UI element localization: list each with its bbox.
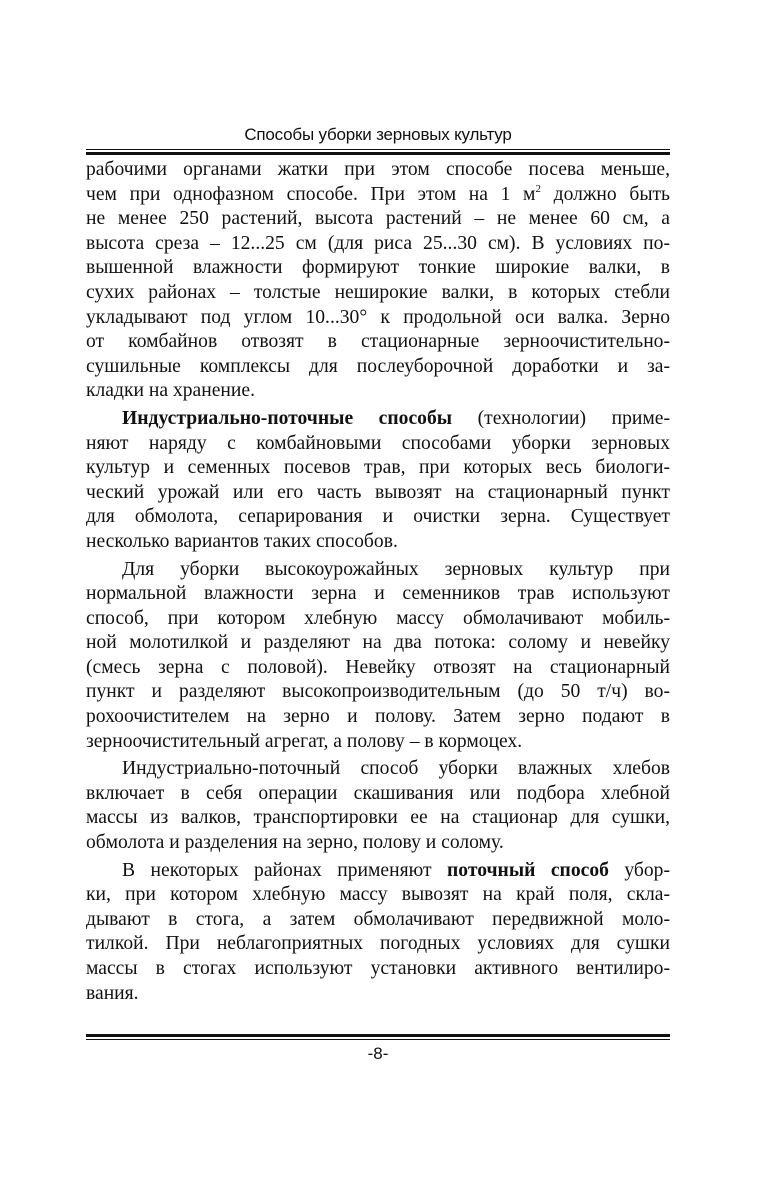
text-line: [86, 859, 670, 884]
body-text: [86, 158, 670, 1006]
text-line: культур и семенных посевов трав, при которых весь биологи-: [86, 457, 670, 479]
text-line: сухих районах – толстые неширокие валки, в которых стебли: [86, 281, 670, 303]
text-segment: (технологии) приме-: [452, 407, 671, 429]
text-line: нормальной влажности зерна и семенников трав используют: [86, 583, 670, 605]
paragraph-5: [86, 859, 670, 1007]
paragraph-3: [86, 558, 670, 755]
footer-rule-thick: [86, 1034, 670, 1037]
text-line: рабочими органами жатки при этом способе посева меньше,: [86, 159, 670, 180]
paragraph-2: [86, 407, 670, 555]
text-segment: убор-: [608, 859, 671, 881]
text-line: (смесь зерна с половой). Невейку отвозят на стационарный: [86, 656, 670, 678]
text-line: не менее 250 растений, высота растений – не менее 60 см, а: [86, 208, 670, 230]
header-rule-thin: [86, 149, 670, 150]
text-line: кладки на хранение.: [86, 380, 255, 402]
running-head: Способы уборки зерновых культур: [244, 125, 512, 144]
text-line: для обмолота, сепарирования и очистки зерна. Существует: [86, 506, 670, 528]
text-line: тилкой. При неблагоприятных погодных условиях для сушки: [86, 933, 670, 955]
text-segment: В некоторых районах применяют: [122, 859, 447, 881]
text-line: включает в себя операции скашивания или подбора хлебной: [86, 782, 670, 804]
header-rule-thick: [86, 152, 670, 155]
text-line: пункт и разделяют высокопроизводительным (до 50 т/ч) во-: [86, 681, 670, 703]
bold-term: поточный способ: [447, 859, 609, 881]
text-line: няют наряду с комбайновыми способами уборки зерновых: [86, 432, 670, 454]
text-line: от комбайнов отвозят в стационарные зерноочистительно-: [86, 331, 670, 353]
bold-term: Индустриально-поточные способы: [122, 407, 453, 429]
text-line: ной молотилкой и разделяют на два потока: солому и невейку: [86, 632, 670, 654]
text-line: ки, при котором хлебную массу вывозят на край поля, скла-: [86, 884, 670, 906]
text-line: рохоочистителем на зерно и полову. Затем зерно подают в: [86, 706, 670, 728]
footer-rule-thin: [86, 1039, 670, 1040]
text-line: ческий урожай или его часть вывозят на стационарный пункт: [86, 481, 670, 503]
text-line: способ, при котором хлебную массу обмолачивают мобиль-: [86, 607, 670, 629]
text-line: несколько вариантов таких способов.: [86, 530, 398, 552]
text-line: [86, 407, 670, 432]
text-segment: чем при однофазном способе. При этом на 1 м: [86, 183, 536, 205]
text-line: дывают в стога, а затем обмолачивают передвижной моло-: [86, 908, 670, 930]
text-line: зерноочистительный агрегат, а полову – в кормоцех.: [86, 730, 523, 752]
text-line: укладывают под углом 10...30° к продольной оси валка. Зерно: [86, 306, 670, 328]
text-line: массы в стогах используют установки активного вентилиро-: [86, 958, 670, 979]
text-segment: должно быть: [540, 183, 670, 205]
text-line: высота среза – 12...25 см (для риса 25...30 см). В условиях по-: [86, 232, 670, 254]
text-line: вышенной влажности формируют тонкие широкие валки, в: [86, 257, 670, 279]
paragraph-1: [86, 158, 670, 404]
page-number: -8-: [367, 1044, 389, 1063]
text-line: массы из валков, транспортировки ее на стационар для сушки,: [86, 807, 670, 829]
superscript: 2: [535, 182, 541, 195]
text-line: сушильные комплексы для послеуборочной доработки и за-: [86, 355, 670, 377]
text-line: [86, 183, 670, 208]
paragraph-4: [86, 757, 670, 855]
text-line: вания.: [86, 982, 139, 1004]
text-line: Индустриально-поточный способ уборки влажных хлебов: [122, 758, 670, 780]
text-line: Для уборки высокоурожайных зерновых культур при: [122, 558, 670, 580]
text-line: обмолота и разделения на зерно, полову и солому.: [86, 832, 504, 854]
